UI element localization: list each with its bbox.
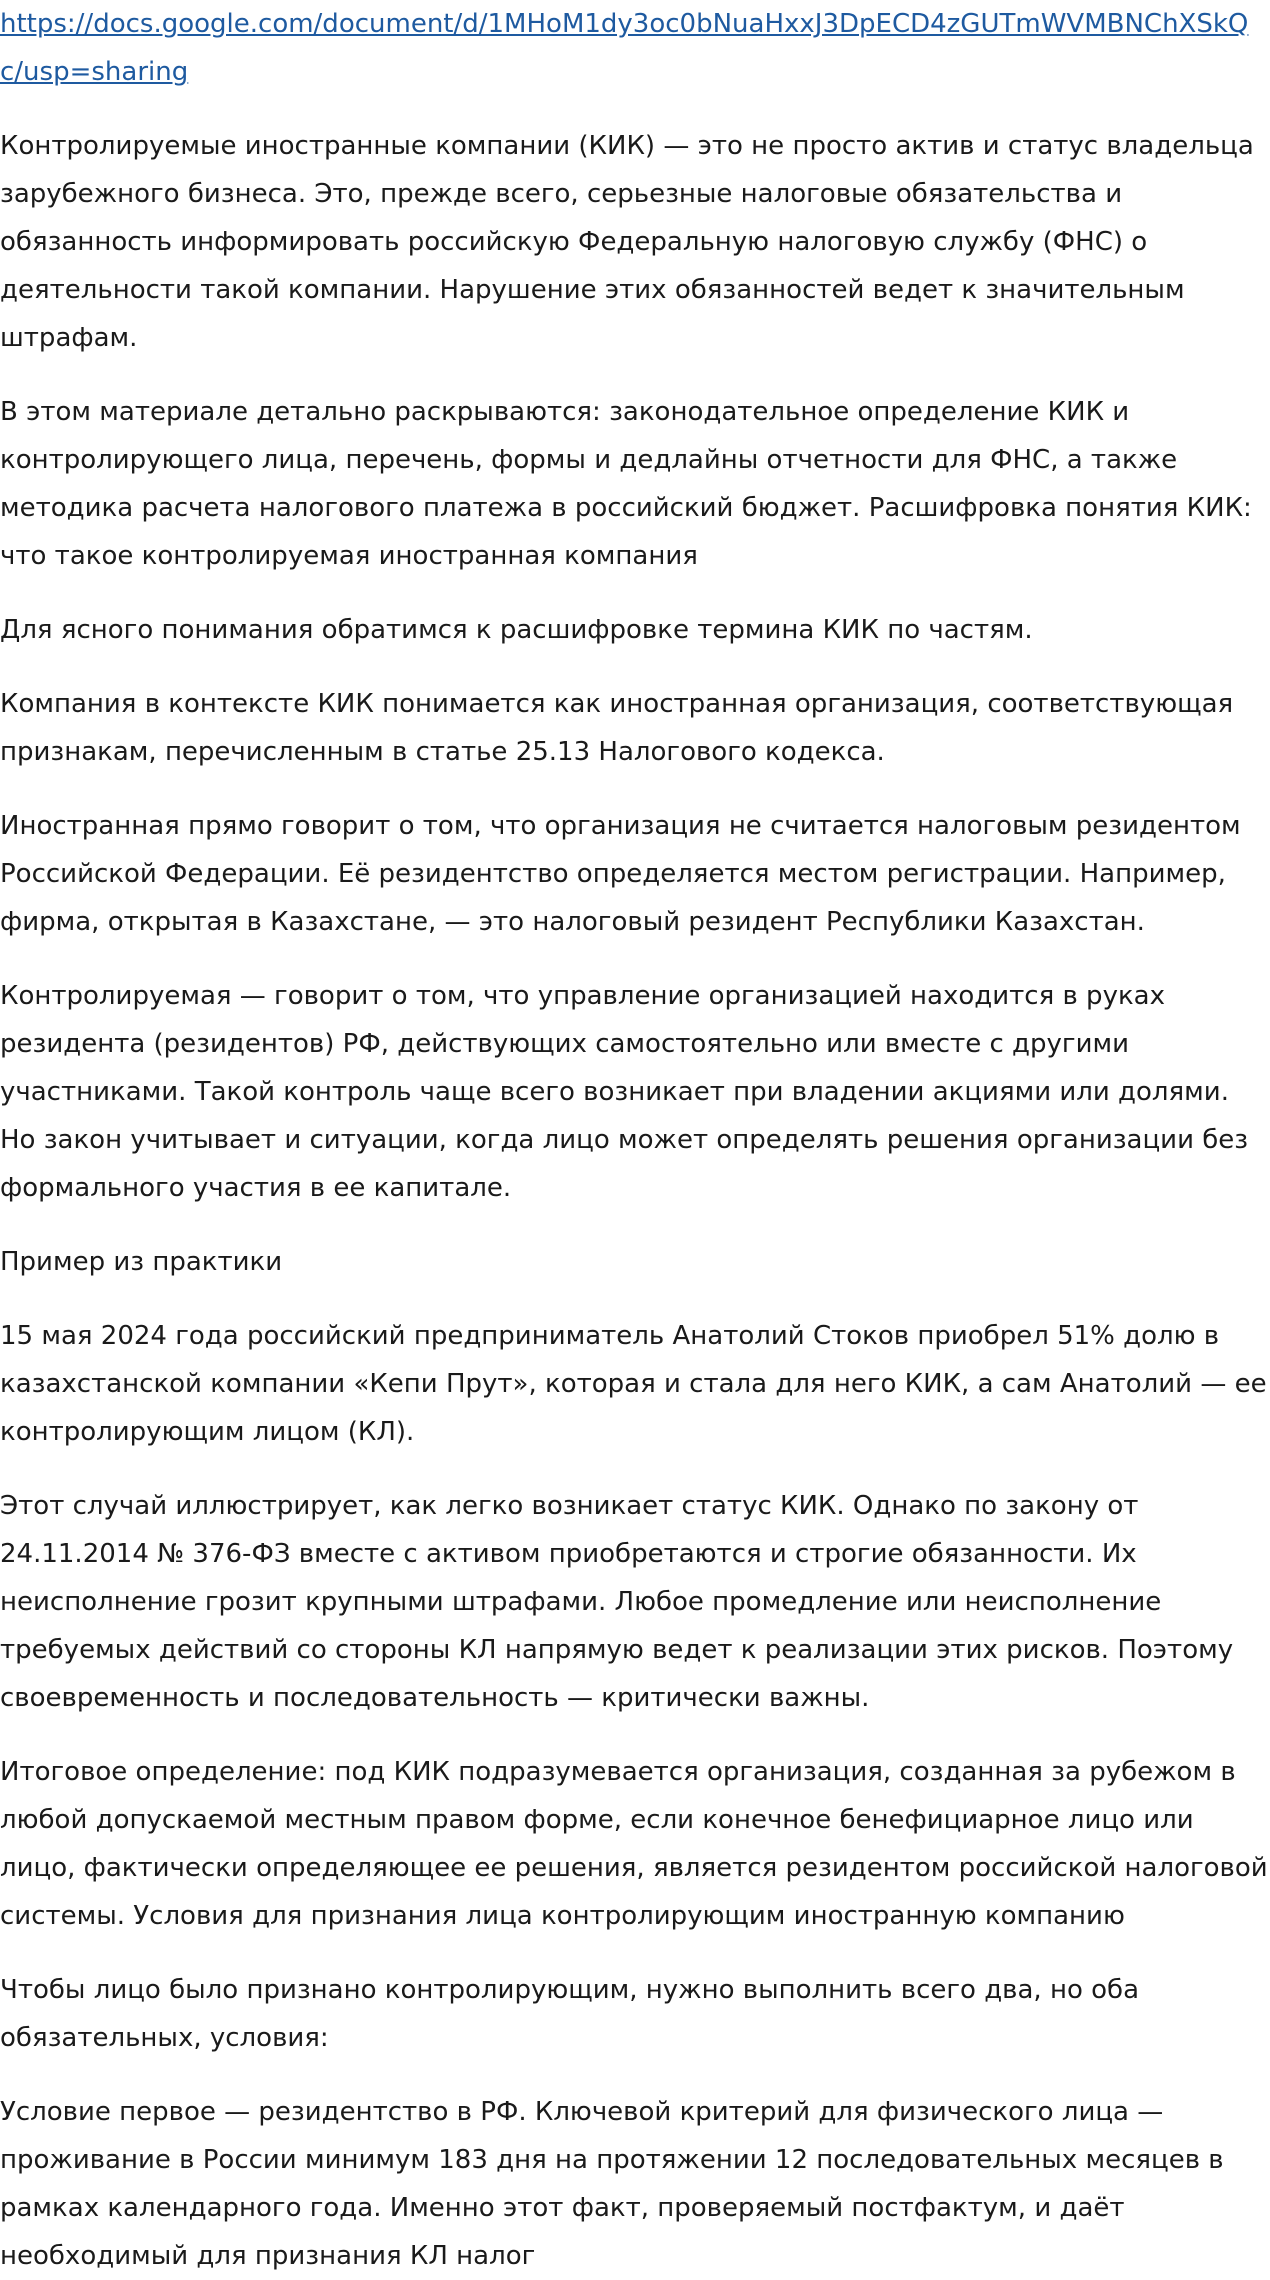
paragraph-overview: В этом материале детально раскрываются: законодательное определение КИК и контролирующего лица, перечень, формы и дедлайны отчетности для ФНС, а также методика расчета налогового платежа в российский бюджет. Расшифровка понятия КИК: что такое контролируемая иностранная компания <box>0 397 1252 571</box>
paragraph-intro: Контролируемые иностранные компании (КИК) — это не просто актив и статус владельца зарубежного бизнеса. Это, прежде всего, серьезные налоговые обязательства и обязанность информировать российскую Федеральную налоговую службу (ФНС) о деятельности такой компании. Нарушение этих обязанностей ведет к значительным штрафам. <box>0 131 1254 353</box>
paragraph-condition-one: Условие первое — резидентство в РФ. Ключевой критерий для физического лица — проживание в России минимум 183 дня на протяжении 12 последовательных месяцев в рамках календарного года. Именно этот факт, проверяемый постфактум, и даёт необходимый для признания КЛ налог <box>0 2097 1224 2271</box>
paragraph-foreign: Иностранная прямо говорит о том, что организация не считается налоговым резидентом Российской Федерации. Её резидентство определяется местом регистрации. Например, фирма, открытая в Казахстане, — это налоговый резидент Республики Казахстан. <box>0 811 1241 937</box>
paragraph-definition: Итоговое определение: под КИК подразумевается организация, созданная за рубежом в любой допускаемой местным правом форме, если конечное бенефициарное лицо или лицо, фактически определяющее ее решения, является резидентом российской налоговой системы. Условия для признания лица контролирующим иностранную компанию <box>0 1757 1268 1931</box>
paragraph-term-breakdown: Для ясного понимания обратимся к расшифровке термина КИК по частям. <box>0 615 1033 645</box>
paragraph-example-heading: Пример из практики <box>0 1247 283 1277</box>
paragraph-controlled: Контролируемая — говорит о том, что управление организацией находится в руках резидента (резидентов) РФ, действующих самостоятельно или вместе с другими участниками. Такой контроль чаще всего возникает при владении акциями или долями. Но закон учитывает и ситуации, когда лицо может определять решения организации без формального участия в ее капитале. <box>0 981 1249 1203</box>
paragraph-illustration: Этот случай иллюстрирует, как легко возникает статус КИК. Однако по закону от 24.11.2014 № 376-ФЗ вместе с активом приобретаются и строгие обязанности. Их неисполнение грозит крупными штрафами. Любое промедление или неисполнение требуемых действий со стороны КЛ напрямую ведет к реализации этих рисков. Поэтому своевременность и последовательность — критически важны. <box>0 1491 1234 1713</box>
paragraph-company: Компания в контексте КИК понимается как иностранная организация, соответствующая признакам, перечисленным в статье 25.13 Налогового кодекса. <box>0 689 1234 767</box>
paragraph-conditions: Чтобы лицо было признано контролирующим, нужно выполнить всего два, но оба обязательных, условия: <box>0 1975 1139 2053</box>
paragraph-example: 15 мая 2024 года российский предприниматель Анатолий Стоков приобрел 51% долю в казахстанской компании «Кепи Прут», которая и стала для него КИК, а сам Анатолий — ее контролирующим лицом (КЛ). <box>0 1321 1267 1447</box>
google-docs-link[interactable]: https://docs.google.com/document/d/1MHoM1dy3oc0bNuaHxxJ3DpECD4zGUTmWVMBNChXSkQc/usp=sharing <box>0 9 1249 87</box>
